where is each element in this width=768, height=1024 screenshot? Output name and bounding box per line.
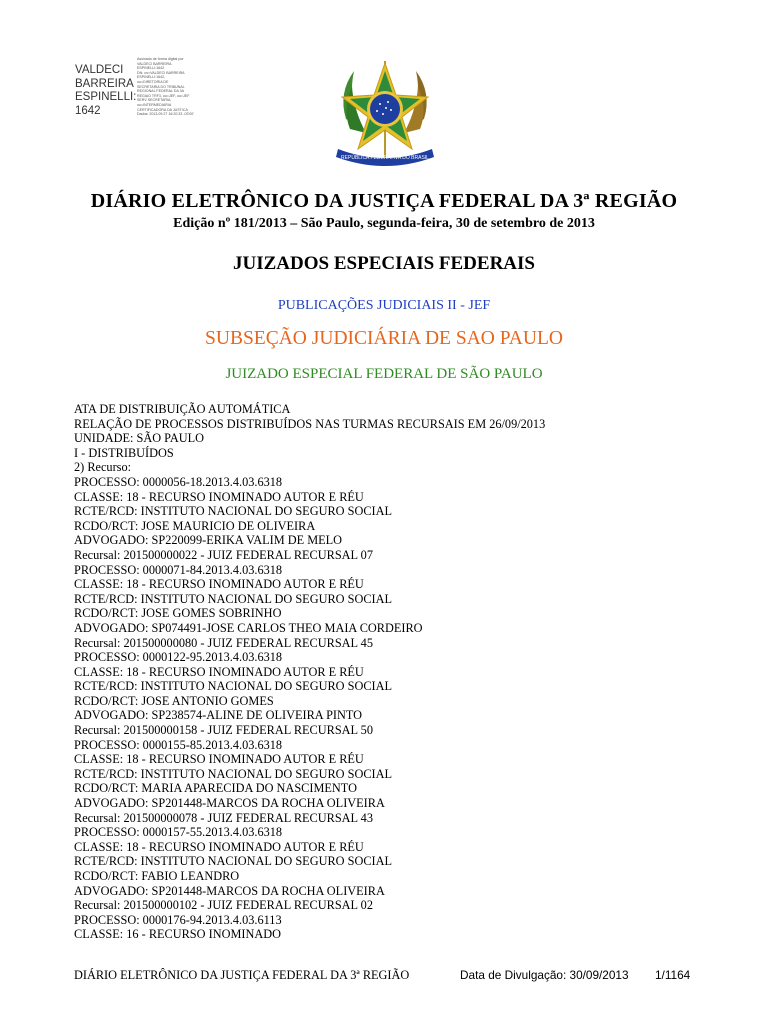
document-line: RCDO/RCT: FABIO LEANDRO [74,869,240,883]
digital-signature-block [75,56,235,118]
section-title: JUIZADOS ESPECIAIS FEDERAIS [233,253,535,274]
document-line: RCTE/RCD: INSTITUTO NACIONAL DO SEGURO SOCIAL [74,591,393,606]
document-line: RCDO/RCT: JOSE GOMES SOBRINHO [74,606,282,621]
document-line: ADVOGADO: SP220099-ERIKA VALIM DE MELO [74,533,343,548]
footer-page-number: 1/1164 [655,968,691,982]
document-line: CLASSE: 16 - RECURSO INOMINADO [74,927,282,942]
document-line: Recursal: 201500000078 - JUIZ FEDERAL RECURSAL 43 [74,810,373,825]
signature-detail-line: ou=DIRETORIA DE [137,79,169,84]
document-line: RCTE/RCD: INSTITUTO NACIONAL DO SEGURO SOCIAL [74,766,393,781]
signature-detail-line: SECRETARIA DO TRIBUNAL [137,84,185,89]
signature-detail-line: ESPINELLI:1642 [137,66,165,71]
brazil-coat-of-arms-icon [324,57,446,169]
document-line: RCTE/RCD: INSTITUTO NACIONAL DO SEGURO SOCIAL [74,854,393,869]
document-line: CLASSE: 18 - RECURSO INOMINADO AUTOR E RÉU [74,839,364,854]
signature-detail-line: Dados: 2013.09.27 16:20:33 -03'00' [137,112,194,117]
signature-detail-line: CERTIFICADORA DA JUSTICA [137,107,188,112]
publications-title: PUBLICAÇÕES JUDICIAIS II - JEF [277,298,491,313]
document-line: Recursal: 201500000102 - JUIZ FEDERAL RECURSAL 02 [74,898,373,913]
signer-name [75,64,136,118]
document-line: Recursal: 201500000158 - JUIZ FEDERAL RECURSAL 50 [74,723,373,738]
signer-name-line: VALDECI [75,64,124,76]
journal-title: DIÁRIO ELETRÔNICO DA JUSTIÇA FEDERAL DA 3ª REGIÃO [90,190,678,212]
document-line: ADVOGADO: SP201448-MARCOS DA ROCHA OLIVEIRA [74,796,385,811]
document-line: 2) Recurso: [74,460,132,475]
document-line: PROCESSO: 0000176-94.2013.4.03.6113 [74,912,282,927]
document-line: PROCESSO: 0000122-95.2013.4.03.6318 [74,650,283,665]
signature-detail-line: REGIAO TRF3, ou=JEF, ou=JEF [137,93,190,98]
document-line: PROCESSO: 0000157-55.2013.4.03.6318 [74,825,283,840]
document-line: ATA DE DISTRIBUIÇÃO AUTOMÁTICA [74,402,291,416]
document-body [74,402,714,942]
document-line: RCDO/RCT: JOSE MAURICIO DE OLIVEIRA [74,518,316,533]
document-line: CLASSE: 18 - RECURSO INOMINADO AUTOR E RÉU [74,664,364,679]
document-line: RCDO/RCT: JOSE ANTONIO GOMES [74,693,274,708]
document-line: RCTE/RCD: INSTITUTO NACIONAL DO SEGURO SOCIAL [74,679,393,694]
signer-name-line: BARREIRA [75,77,134,90]
document-line: RCTE/RCD: INSTITUTO NACIONAL DO SEGURO SOCIAL [74,504,393,519]
document-line: I - DISTRIBUÍDOS [74,445,174,460]
footer-journal: DIÁRIO ELETRÔNICO DA JUSTIÇA FEDERAL DA 3ª REGIÃO [74,968,410,982]
emblem-motto: REPÚBLICA FEDERATIVA DO BRASIL [341,155,429,161]
document-line: Recursal: 201500000080 - JUIZ FEDERAL RECURSAL 45 [74,635,373,650]
document-line: ADVOGADO: SP201448-MARCOS DA ROCHA OLIVEIRA [74,883,385,898]
document-line: CLASSE: 18 - RECURSO INOMINADO AUTOR E RÉU [74,489,364,504]
signature-detail-line: SERV SECRETARIA, [137,98,172,103]
document-line: RCDO/RCT: MARIA APARECIDA DO NASCIMENTO [74,781,357,796]
signature-detail-line: REGIONAL FEDERAL DA 3A [137,89,185,94]
document-line: ADVOGADO: SP238574-ALINE DE OLIVEIRA PINTO [74,708,363,723]
signature-detail-line: Assinado de forma digital por [137,57,184,61]
signer-name-line: ESPINELLI: [75,91,137,103]
signature-detail-line: ou=INTERMEDIARIA [137,102,172,107]
document-line: PROCESSO: 0000155-85.2013.4.03.6318 [74,737,283,752]
document-line: ADVOGADO: SP074491-JOSE CARLOS THEO MAIA CORDEIRO [74,620,423,635]
document-line: CLASSE: 18 - RECURSO INOMINADO AUTOR E RÉU [74,577,364,592]
signature-details [137,57,233,117]
document-line: UNIDADE: SÃO PAULO [74,431,205,446]
document-line: PROCESSO: 0000071-84.2013.4.03.6318 [74,562,283,577]
footer-date: Data de Divulgação: 30/09/2013 [460,968,629,982]
signature-detail-line: DN: cn=VALDECI BARREIRA [137,70,185,75]
document-line: Recursal: 201500000022 - JUIZ FEDERAL RECURSAL 07 [74,547,373,562]
subsection-title: SUBSEÇÃO JUDICIÁRIA DE SAO PAULO [205,328,563,349]
signer-name-line: 1642 [75,104,101,117]
court-title: JUIZADO ESPECIAL FEDERAL DE SÃO PAULO [225,366,543,382]
signature-detail-line: VALDECI BARREIRA [137,61,172,66]
document-line: CLASSE: 18 - RECURSO INOMINADO AUTOR E RÉU [74,752,364,767]
edition-line: Edição nº 181/2013 – São Paulo, segunda-feira, 30 de setembro de 2013 [173,216,595,231]
document-line: RELAÇÃO DE PROCESSOS DISTRIBUÍDOS NAS TURMAS RECURSAIS EM 26/09/2013 [74,416,546,431]
signature-detail-line: ESPINELLI:1642, [137,75,166,80]
document-line: PROCESSO: 0000056-18.2013.4.03.6318 [74,474,283,489]
